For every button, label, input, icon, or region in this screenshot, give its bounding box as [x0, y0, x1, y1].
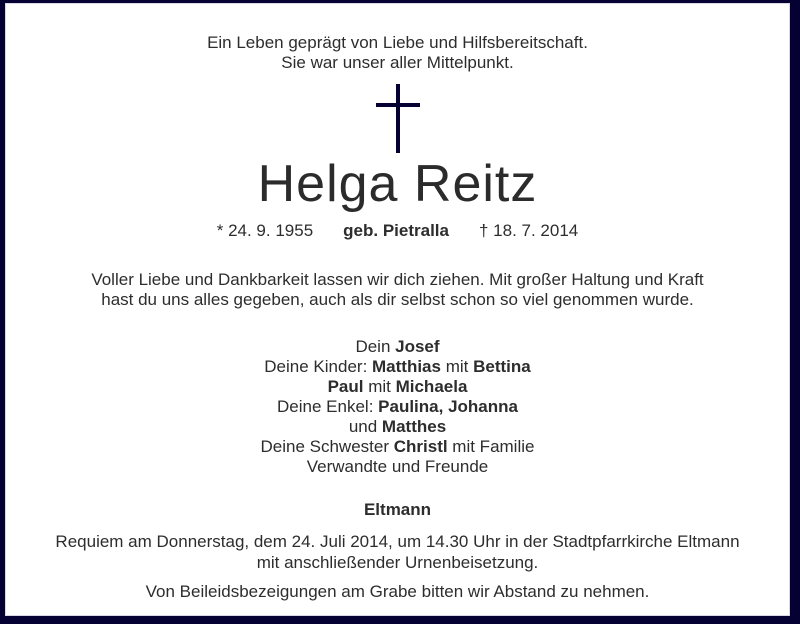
funeral-info — [6, 531, 789, 573]
intro-line-1: Ein Leben geprägt von Liebe und Hilfsbereitschaft. — [207, 33, 588, 52]
intro-line-2: Sie war unser aller Mittelpunkt. — [281, 53, 514, 72]
mourner-line: Deine Schwester Christl mit Familie — [260, 437, 535, 456]
city-name: Eltmann — [363, 500, 432, 519]
death-date: † 18. 7. 2014 — [478, 221, 579, 240]
tribute-text — [6, 270, 789, 310]
condolence-note: Von Beileidsbezeigungen am Grabe bitten wir Abstand zu nehmen. — [145, 582, 650, 601]
obituary-page — [6, 4, 789, 615]
mourner-line: und Matthes — [348, 417, 447, 436]
memorial-cross-icon — [376, 84, 420, 153]
mourners-list — [6, 337, 789, 477]
funeral-line-2: mit anschließender Urnenbeisetzung. — [256, 553, 539, 572]
intro-text — [6, 33, 789, 73]
maiden-name: geb. Pietralla — [343, 221, 449, 240]
mourner-line: Dein Josef — [355, 337, 440, 356]
funeral-line-1: Requiem am Donnerstag, dem 24. Juli 2014, um 14.30 Uhr in der Stadtpfarrkirche Eltmann — [55, 532, 740, 551]
mourner-line: Deine Enkel: Paulina, Johanna — [277, 397, 518, 416]
mourner-line: Deine Kinder: Matthias mit Bettina — [264, 357, 531, 376]
birth-date: * 24. 9. 1955 — [216, 221, 314, 240]
deceased-name: Helga Reitz — [257, 155, 538, 213]
mourner-line: Verwandte und Freunde — [306, 457, 489, 476]
tribute-line-1: Voller Liebe und Dankbarkeit lassen wir dich ziehen. Mit großer Haltung und Kraft — [91, 270, 704, 289]
tribute-line-2: hast du uns alles gegeben, auch als dir selbst schon so viel genommen wurde. — [101, 290, 694, 309]
mourner-line: Paul mit Michaela — [327, 377, 468, 396]
life-dates-row — [6, 221, 789, 241]
